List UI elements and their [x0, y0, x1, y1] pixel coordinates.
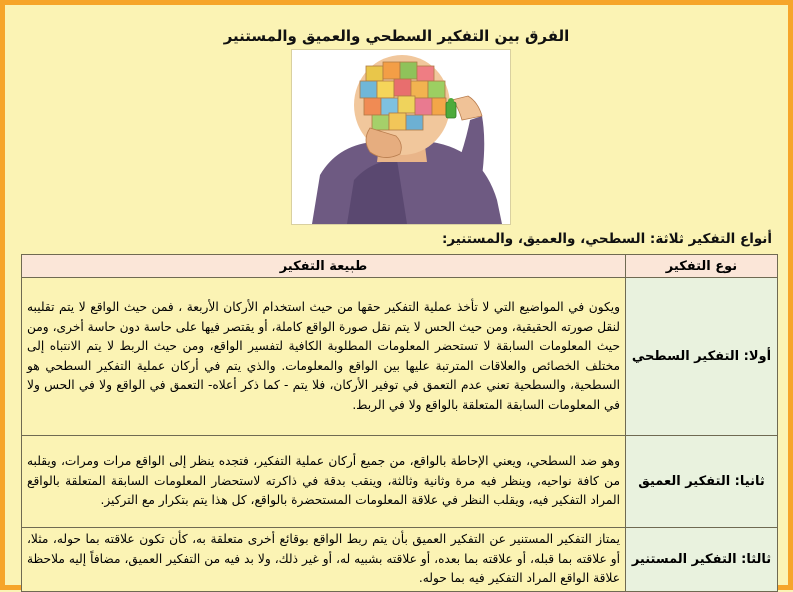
row-type-deep: ثانيا: التفكير العميق	[626, 436, 778, 528]
row-text-deep: وهو ضد السطحي، ويعني الإحاطة بالواقع، من جميع أركان عملية التفكير، فتجده ينظر إلى الواقع مرات ومرات، ويقلبه من كافة نواحيه، وينظر فيه مرة وثانية وثالثة، وينقب بدقة في ذاكرته لاستحضار المعلومات السابقة المتعلقة بالواقع المراد التفكير فيه، ويقلب النظر في علاقة المعلومات المستحضرة بالواقع، كل هذا يتم بتكرار مع التركيز.	[22, 436, 626, 528]
header-thinking-nature: طبيعة التفكير	[22, 255, 626, 278]
table-header-row	[22, 255, 778, 278]
table-row	[22, 278, 778, 436]
row-text-enlightened: يمتاز التفكير المستنير عن التفكير العميق بأن يتم ربط الواقع بوقائع أخرى متعلقة به، كأن تكون علاقته بما حوله، مثلا، أو علاقته بما قبله، أو علاقته بما بعده، أو علاقته بشبيه له، أو غير ذلك، ولا بد فيه من التفكير العميق، مضافاً إليه ملاحظة علاقة الواقع المراد التفكير فيه بما حوله.	[22, 528, 626, 592]
page-title: الفرق بين التفكير السطحي والعميق والمستنير	[223, 27, 570, 45]
table-row	[22, 528, 778, 592]
row-type-enlightened: ثالثا: التفكير المستنير	[626, 528, 778, 592]
row-type-superficial: أولا: التفكير السطحي	[626, 278, 778, 436]
thinking-types-table	[21, 254, 778, 592]
puzzle-head-thinker-icon	[291, 49, 511, 225]
row-text-superficial: ويكون في المواضيع التي لا تأخذ عملية التفكير حقها من حيث استخدام الأركان الأربعة ، فمن حيث الواقع لا يتم تقليبه لنقل صورته الحقيقية، ومن حيث الحس لا يتم نقل صورة الواقع كاملة، أو يقتصر فيها على حاسة دون حاسة أخرى، ومن حيث المعلومات السابقة لا تستحضر المعلومات المطلوبة الكافية لتفسير الواقع، ومن حيث الربط لا يتم الانتباه إلى مختلف الخصائص والعلاقات المترتبة عليها بين الواقع والمعلومات. والذي يتم في أركان عملية التفكير السطحي هو السطحية، والسطحية تعني عدم التعمق في توفير الأركان، فلا يتم - كما ذكر أعلاه- التعمق في الواقع ولا في الحس ولا في المعلومات السابقة المتعلقة بالواقع ولا في الربط.	[22, 278, 626, 436]
section-subtitle: أنواع التفكير ثلاثة: السطحي، والعميق، والمستنير:	[441, 231, 772, 247]
table-row	[22, 436, 778, 528]
header-thinking-type: نوع التفكير	[626, 255, 778, 278]
